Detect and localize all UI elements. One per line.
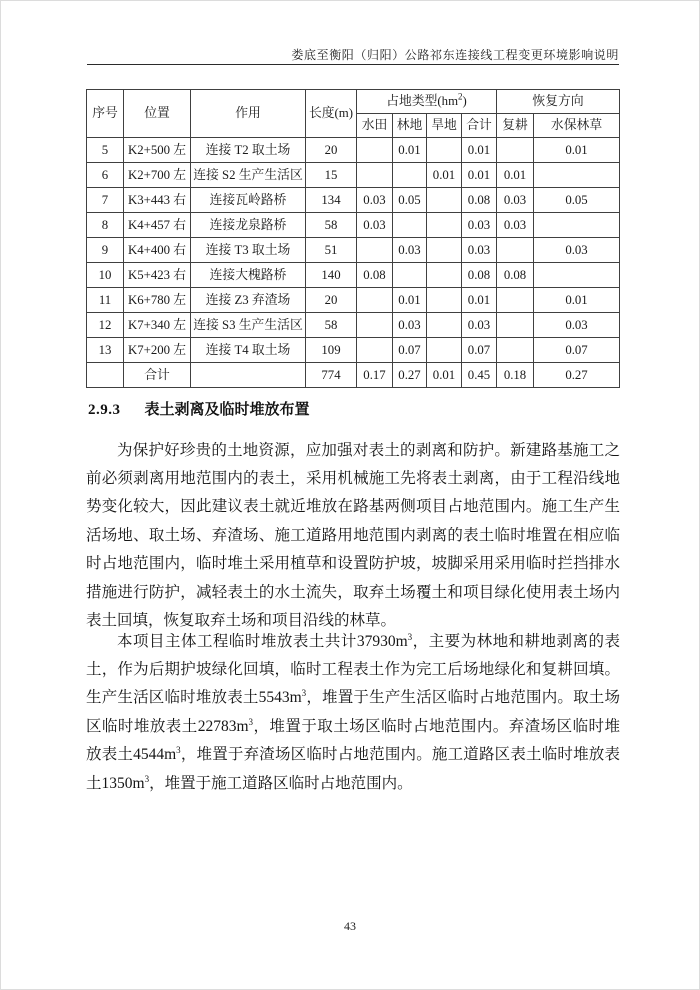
table-row <box>87 288 620 313</box>
table-row <box>87 338 620 363</box>
paragraph-2-text-run: 本项目主体工程临时堆放表土共计37930m <box>117 632 408 650</box>
cell-paddy <box>357 313 393 338</box>
cell-fugeng <box>497 238 534 263</box>
table-row <box>87 188 620 213</box>
col-header-function: 作用 <box>191 90 306 138</box>
page-number: 43 <box>344 919 356 933</box>
section-number: 2.9.3 <box>88 402 121 418</box>
cell-dry <box>427 188 462 213</box>
cell-total: 0.03 <box>462 213 497 238</box>
cell-use: 连接 T3 取土场 <box>191 238 306 263</box>
col-header-land-type-group <box>357 90 497 114</box>
cell-len: 58 <box>306 313 357 338</box>
cell-pos: K5+423 右 <box>124 263 191 288</box>
cell-no: 11 <box>87 288 124 313</box>
cell-paddy: 0.08 <box>357 263 393 288</box>
cell-pos: K3+443 右 <box>124 188 191 213</box>
cell-no: 12 <box>87 313 124 338</box>
col-header-no: 序号 <box>87 90 124 138</box>
cell-use: 连接大槐路桥 <box>191 263 306 288</box>
cell-len: 20 <box>306 288 357 313</box>
cell-paddy: 0.03 <box>357 188 393 213</box>
cell-use: 连接 S3 生产生活区 <box>191 313 306 338</box>
cell-total: 0.01 <box>462 163 497 188</box>
cell-no: 6 <box>87 163 124 188</box>
cell-fugeng: 0.08 <box>497 263 534 288</box>
col-header-recovery-group: 恢复方向 <box>497 90 620 114</box>
cell-paddy: 0.17 <box>357 363 393 388</box>
cell-shuibao: 0.05 <box>534 188 620 213</box>
land-type-label-close: ) <box>462 94 467 109</box>
cell-fugeng <box>497 288 534 313</box>
cell-use: 连接 T2 取土场 <box>191 138 306 163</box>
cell-pos: K2+500 左 <box>124 138 191 163</box>
col-header-soil-forest: 水保林草 <box>534 114 620 138</box>
col-header-dry: 旱地 <box>427 114 462 138</box>
cell-no: 7 <box>87 188 124 213</box>
paragraph-1: 为保护好珍贵的土地资源，应加强对表土的剥离和防护。新建路基施工之前必须剥离用地范围内的表土，采用机械施工先将表土剥离，由于工程沿线地势变化较大，因此建议表土就近堆放在路基两侧项目占地范围内。施工生产生活场地、取土场、弃渣场、施工道路用地范围内剥离的表土临时堆置在相应临时占地范围内，临时堆土采用植草和设置防护坡，坡脚采用采用临时拦挡排水措施进行防护，减轻表土的水土流失，取弃土场覆土和项目绿化使用表土场内表土回填，恢复取弃土场和项目沿线的林草。 <box>86 441 620 629</box>
cell-forest: 0.07 <box>393 338 427 363</box>
cell-no: 5 <box>87 138 124 163</box>
cell-fugeng: 0.03 <box>497 213 534 238</box>
paragraph-2 <box>86 628 620 798</box>
cubic-meter-superscript: 3 <box>248 716 253 727</box>
cell-dry <box>427 313 462 338</box>
table-row <box>87 138 620 163</box>
cell-len: 51 <box>306 238 357 263</box>
cell-total: 0.03 <box>462 238 497 263</box>
cell-forest: 0.01 <box>393 138 427 163</box>
cell-paddy <box>357 288 393 313</box>
cell-total: 0.08 <box>462 188 497 213</box>
cell-forest: 0.03 <box>393 238 427 263</box>
cubic-meter-superscript: 3 <box>176 744 181 755</box>
table-row <box>87 263 620 288</box>
cell-use: 连接 S2 生产生活区 <box>191 163 306 188</box>
cell-pos: K4+400 右 <box>124 238 191 263</box>
cell-paddy <box>357 138 393 163</box>
cell-len: 109 <box>306 338 357 363</box>
cell-forest: 0.03 <box>393 313 427 338</box>
land-type-superscript: 2 <box>458 92 463 103</box>
cell-len: 20 <box>306 138 357 163</box>
cell-pos: K6+780 左 <box>124 288 191 313</box>
paragraph-2-text-run: ，堆置于取土场区临时占地范围内。弃渣场区临时堆放表土4544m <box>86 717 620 764</box>
cell-pos: K7+200 左 <box>124 338 191 363</box>
cell-pos: K2+700 左 <box>124 163 191 188</box>
cell-no: 9 <box>87 238 124 263</box>
table-row <box>87 238 620 263</box>
cell-paddy <box>357 338 393 363</box>
cell-shuibao: 0.01 <box>534 138 620 163</box>
col-header-subtotal: 合计 <box>462 114 497 138</box>
cell-shuibao: 0.01 <box>534 288 620 313</box>
table-row <box>87 313 620 338</box>
cell-len: 774 <box>306 363 357 388</box>
cell-no: 10 <box>87 263 124 288</box>
section-heading <box>88 400 619 420</box>
col-header-replough: 复耕 <box>497 114 534 138</box>
cell-fugeng <box>497 313 534 338</box>
cell-dry: 0.01 <box>427 363 462 388</box>
cell-shuibao: 0.27 <box>534 363 620 388</box>
header-rule <box>87 64 619 65</box>
paragraph-2-text-run: ，主要为林地和耕地剥离的表土，作为后期护坡绿化回填，临时工程表土作为完工后场地绿化和复耕回填。生产生活区临时堆放表土5543m <box>86 632 620 707</box>
col-header-paddy: 水田 <box>357 114 393 138</box>
cell-fugeng: 0.18 <box>497 363 534 388</box>
cell-total: 0.03 <box>462 313 497 338</box>
cell-use: 连接龙泉路桥 <box>191 213 306 238</box>
cell-total: 0.07 <box>462 338 497 363</box>
cell-forest <box>393 263 427 288</box>
cell-no <box>87 363 124 388</box>
cell-dry <box>427 288 462 313</box>
cell-len: 140 <box>306 263 357 288</box>
cell-fugeng <box>497 138 534 163</box>
cell-forest: 0.05 <box>393 188 427 213</box>
running-header-title: 娄底至衡阳（归阳）公路祁东连接线工程变更环境影响说明 <box>291 48 619 62</box>
paragraph-2-text-run: ，堆置于生产生活区临时占地范围内。取土场区临时堆放表土22783m <box>86 689 620 735</box>
cell-dry <box>427 263 462 288</box>
cell-no: 8 <box>87 213 124 238</box>
cubic-meter-superscript: 3 <box>407 631 413 642</box>
cell-forest <box>393 213 427 238</box>
cell-shuibao: 0.03 <box>534 238 620 263</box>
cell-dry: 0.01 <box>427 163 462 188</box>
land-type-label: 占地类型(hm <box>386 94 459 109</box>
paragraph-2-text-run: ，堆置于施工道路区临时占地范围内。 <box>149 774 413 792</box>
cell-len: 134 <box>306 188 357 213</box>
cell-paddy <box>357 238 393 263</box>
cell-dry <box>427 238 462 263</box>
col-header-position: 位置 <box>124 90 191 138</box>
cell-dry <box>427 338 462 363</box>
table-header-row-1 <box>87 90 620 114</box>
cell-use <box>191 363 306 388</box>
cell-len: 15 <box>306 163 357 188</box>
cell-dry <box>427 138 462 163</box>
cubic-meter-superscript: 3 <box>144 773 150 784</box>
table-total-row <box>87 363 620 388</box>
cell-forest: 0.27 <box>393 363 427 388</box>
cell-no: 13 <box>87 338 124 363</box>
cell-total: 0.45 <box>462 363 497 388</box>
land-occupation-table <box>86 89 620 388</box>
cell-forest <box>393 163 427 188</box>
table-body <box>87 138 620 388</box>
cell-total: 0.01 <box>462 288 497 313</box>
section-title: 表土剥离及临时堆放布置 <box>144 402 310 418</box>
cell-pos: K7+340 左 <box>124 313 191 338</box>
cell-use: 连接 T4 取土场 <box>191 338 306 363</box>
cell-paddy <box>357 163 393 188</box>
cell-paddy: 0.03 <box>357 213 393 238</box>
cell-dry <box>427 213 462 238</box>
cell-shuibao <box>534 213 620 238</box>
cell-total: 0.01 <box>462 138 497 163</box>
cell-shuibao: 0.03 <box>534 313 620 338</box>
cell-fugeng: 0.03 <box>497 188 534 213</box>
cell-use: 连接瓦岭路桥 <box>191 188 306 213</box>
cell-forest: 0.01 <box>393 288 427 313</box>
table-row <box>87 213 620 238</box>
cell-total: 0.08 <box>462 263 497 288</box>
cell-fugeng <box>497 338 534 363</box>
cell-shuibao <box>534 163 620 188</box>
cubic-meter-superscript: 3 <box>301 688 307 699</box>
col-header-length: 长度(m) <box>306 90 357 138</box>
cell-use: 连接 Z3 弃渣场 <box>191 288 306 313</box>
cell-shuibao <box>534 263 620 288</box>
cell-len: 58 <box>306 213 357 238</box>
cell-shuibao: 0.07 <box>534 338 620 363</box>
cell-fugeng: 0.01 <box>497 163 534 188</box>
table-row <box>87 163 620 188</box>
paragraph-2-text-run: ，堆置于弃渣场区临时占地范围内。施工道路区表土临时堆放表土1350m <box>86 746 620 792</box>
col-header-forest: 林地 <box>393 114 427 138</box>
cell-pos: K4+457 右 <box>124 213 191 238</box>
cell-pos: 合计 <box>124 363 191 388</box>
